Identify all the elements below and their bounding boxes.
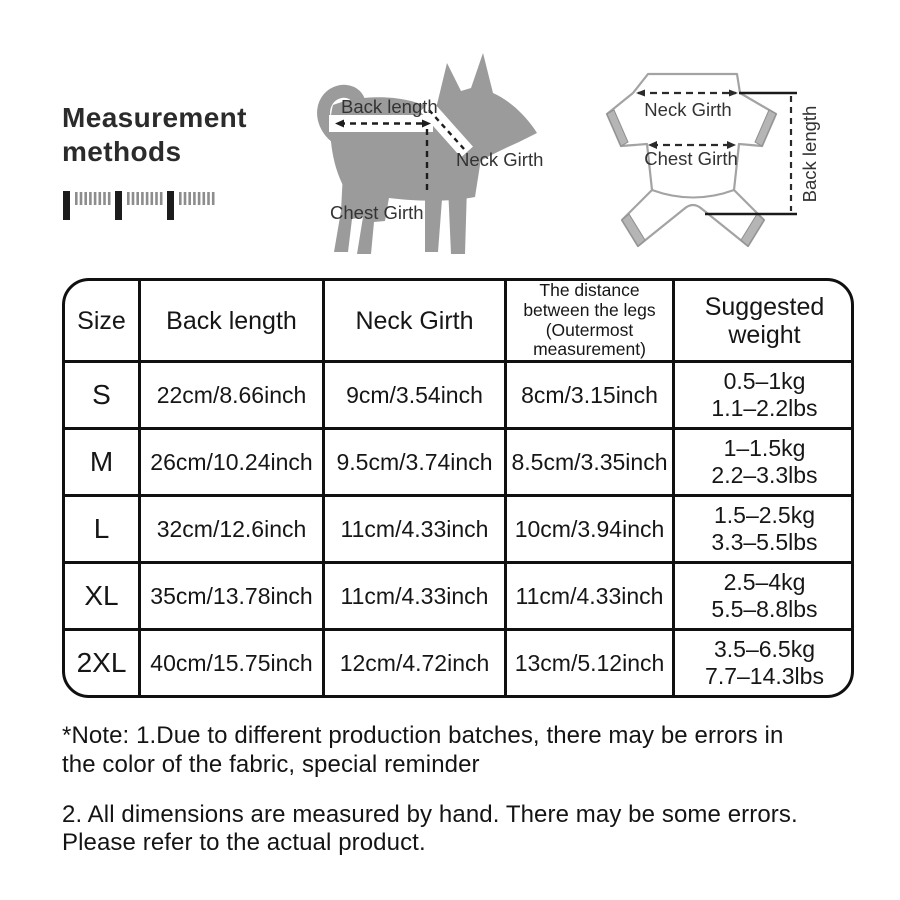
dog-neck-girth-label: Neck Girth <box>456 149 544 170</box>
cell-back-length: 32cm/12.6inch <box>140 496 324 563</box>
weight-kg: 1–1.5kg <box>723 434 806 461</box>
table-row <box>64 630 855 697</box>
table-row <box>64 429 855 496</box>
cell-size: L <box>64 496 140 563</box>
cell-leg-distance: 13cm/5.12inch <box>506 630 674 697</box>
weight-lbs: 2.2–3.3lbs <box>711 462 818 489</box>
weight-kg: 2.5–4kg <box>723 568 806 595</box>
weight-kg: 0.5–1kg <box>723 367 806 394</box>
garment-measurement-diagram <box>598 55 883 270</box>
cell-back-length: 35cm/13.78inch <box>140 563 324 630</box>
header-suggested-weight: Suggested weight <box>674 280 855 362</box>
size-table <box>62 278 854 698</box>
garment-back-length-label: Back length <box>799 105 820 203</box>
table-row <box>64 563 855 630</box>
weight-lbs: 1.1–2.2lbs <box>711 395 818 422</box>
cell-size: M <box>64 429 140 496</box>
garment-neck-girth-label: Neck Girth <box>644 99 732 120</box>
dog-measurement-diagram <box>315 45 595 270</box>
cell-neck-girth: 12cm/4.72inch <box>324 630 506 697</box>
header-neck-girth: Neck Girth <box>324 280 506 362</box>
cell-size: XL <box>64 563 140 630</box>
header-size: Size <box>64 280 140 362</box>
note-2: 2. All dimensions are measured by hand. There may be some errors. Please refer to the actual product. <box>62 800 798 857</box>
cell-weight <box>674 563 855 630</box>
cell-size: 2XL <box>64 630 140 697</box>
cell-back-length: 22cm/8.66inch <box>140 362 324 429</box>
cell-neck-girth: 11cm/4.33inch <box>324 563 506 630</box>
header-back-length: Back length <box>140 280 324 362</box>
cell-back-length: 40cm/15.75inch <box>140 630 324 697</box>
cell-weight <box>674 429 855 496</box>
weight-lbs: 7.7–14.3lbs <box>705 663 824 690</box>
note-1: *Note: 1.Due to different production batches, there may be errors in the color of the fabric, special reminder <box>62 722 784 778</box>
table-row <box>64 496 855 563</box>
page-title: Measurement methods <box>62 102 247 168</box>
cell-weight <box>674 362 855 429</box>
cell-neck-girth: 9cm/3.54inch <box>324 362 506 429</box>
dog-back-length-label: Back length <box>341 96 438 117</box>
cell-leg-distance: 11cm/4.33inch <box>506 563 674 630</box>
notes <box>62 722 822 879</box>
table-row <box>64 362 855 429</box>
weight-kg: 3.5–6.5kg <box>713 635 816 662</box>
ruler-icon <box>63 191 217 221</box>
dog-chest-girth-label: Chest Girth <box>330 202 424 223</box>
cell-size: S <box>64 362 140 429</box>
weight-kg: 1.5–2.5kg <box>713 501 816 528</box>
weight-lbs: 5.5–8.8lbs <box>711 596 818 623</box>
cell-neck-girth: 11cm/4.33inch <box>324 496 506 563</box>
cell-weight <box>674 630 855 697</box>
cell-weight <box>674 496 855 563</box>
garment-chest-girth-label: Chest Girth <box>644 148 738 169</box>
cell-leg-distance: 10cm/3.94inch <box>506 496 674 563</box>
cell-leg-distance: 8cm/3.15inch <box>506 362 674 429</box>
weight-lbs: 3.3–5.5lbs <box>711 529 818 556</box>
header-leg-distance: The distance between the legs (Outermost measurement) <box>506 280 674 362</box>
cell-neck-girth: 9.5cm/3.74inch <box>324 429 506 496</box>
table-header-row <box>64 280 855 362</box>
cell-leg-distance: 8.5cm/3.35inch <box>506 429 674 496</box>
cell-back-length: 26cm/10.24inch <box>140 429 324 496</box>
